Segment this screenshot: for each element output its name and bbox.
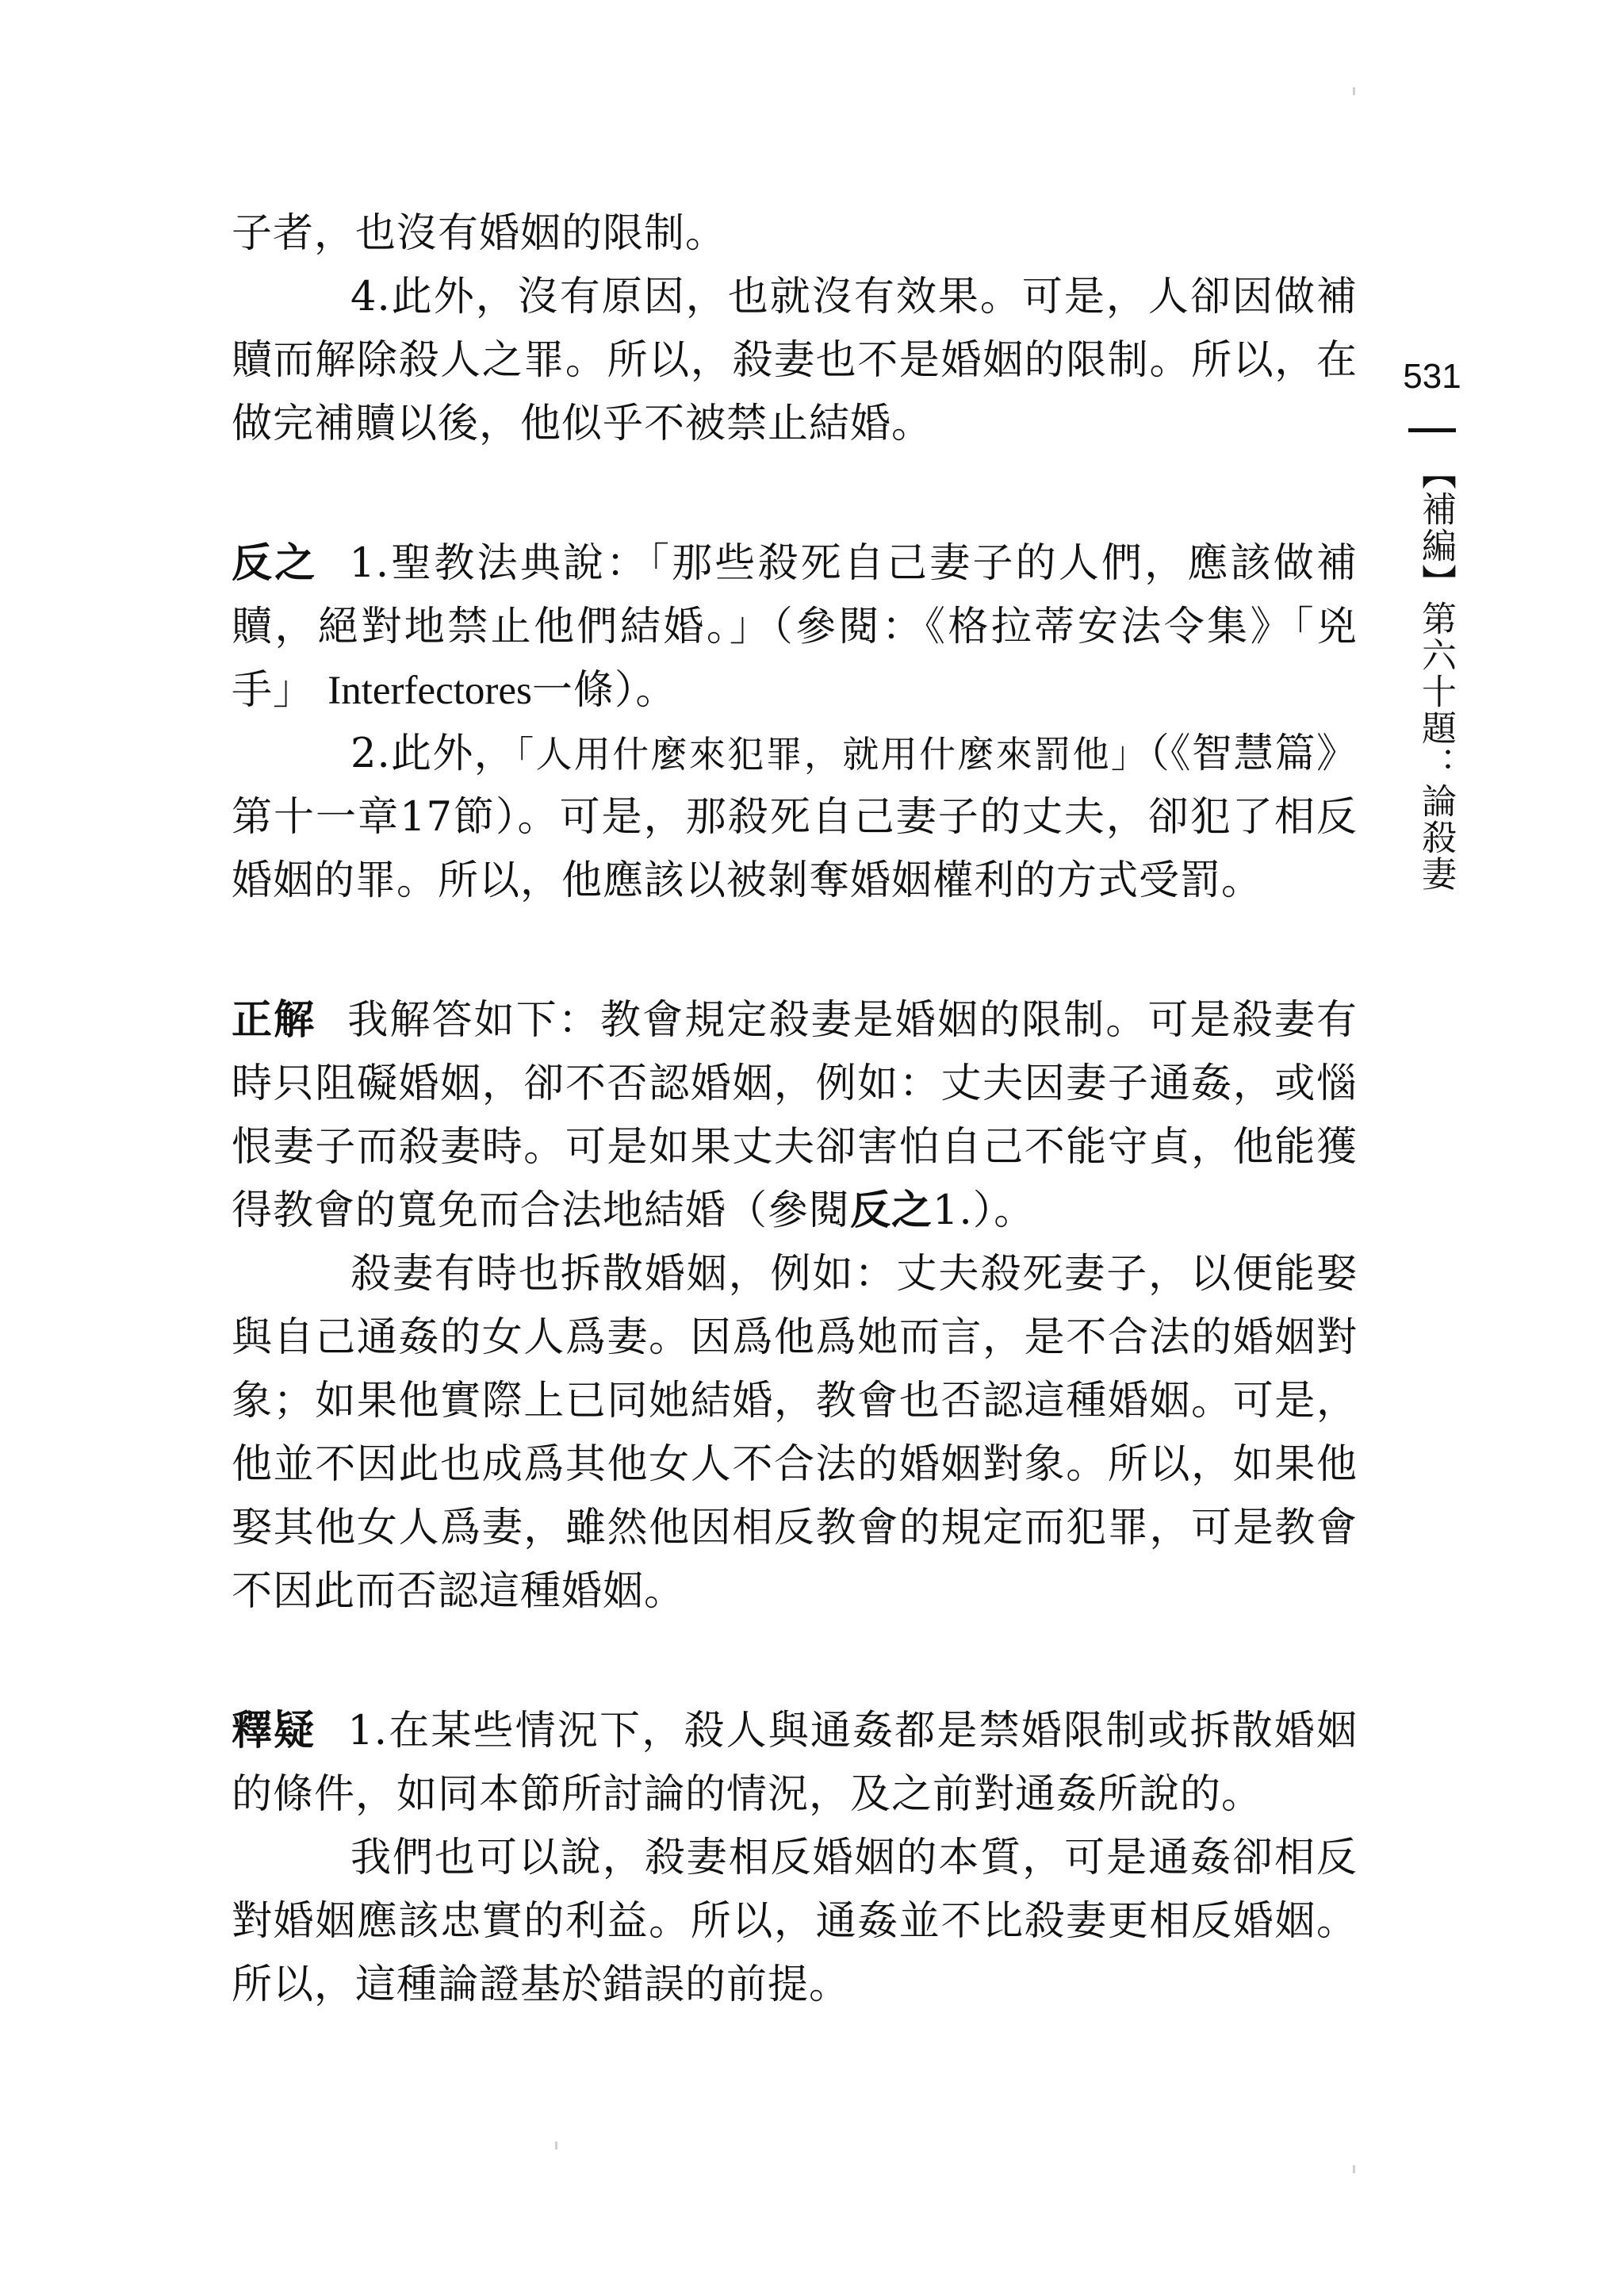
paragraph-text: （《智慧篇》第十一章17節）。可是，那殺死自己妻子的丈夫，卻犯了相反婚姻的罪。所以，他應該以被剝奪婚姻權利的方式受罰。	[232, 730, 1358, 904]
running-head: 【補編】第六十題：論殺妻	[1415, 454, 1456, 892]
side-margin	[1404, 357, 1459, 994]
paragraph-text: 我解答如下：教會規定殺妻是婚姻的限制。可是殺妻有時只阻礙婚姻，卻不否認婚姻，例如：丈夫因妻子通姦，或惱恨妻子而殺妻時。可是如果丈夫卻害怕自己不能守貞，他能獲得教會的寬免而合法地結婚（參閱	[232, 997, 1358, 1234]
section-gap	[232, 456, 1358, 532]
respondeo-paragraph-1	[232, 989, 1358, 1243]
paragraph-text: 殺妻有時也拆散婚姻，例如：丈夫殺死妻子，以便能娶與自己通姦的女人爲妻。因爲他爲她而言，是不合法的婚姻對象；如果他實際上已同她結婚，教會也否認這種婚姻。可是，他並不因此也成爲其他女人不合法的婚姻對象。所以，如果他娶其他女人爲妻，雖然他因相反教會的規定而犯罪，可是教會不因此而否認這種婚姻。	[232, 1251, 1358, 1615]
reply-paragraph-2	[232, 1827, 1358, 2017]
latin-term: Interfectores	[327, 669, 532, 713]
objection-4-paragraph	[232, 266, 1358, 456]
paragraph-text: 一條）。	[531, 667, 677, 714]
section-gap	[232, 913, 1358, 989]
paragraph-text: 2.此外，	[350, 730, 516, 777]
reply-paragraph-1	[232, 1700, 1358, 1827]
sed-contra-heading: 反之	[232, 540, 318, 587]
continued-paragraph	[232, 202, 1358, 266]
paragraph-text: 1.在某些情況下，殺人與通姦都是禁婚限制或拆散婚姻的條件，如同本節所討論的情況，及之前對通姦所說的。	[232, 1708, 1358, 1818]
page-number: 531	[1403, 357, 1461, 396]
cross-reference: 反之	[850, 1187, 933, 1234]
paragraph-text: 1.聖教法典說：「那些殺死自己妻子的人們，應該做補贖，絕對地禁止他們結婚。」（參閱：《格拉蒂安法令集》「兇手」	[232, 540, 1358, 714]
section-gap	[232, 1624, 1358, 1700]
respondeo-heading: 正解	[232, 997, 316, 1044]
respondeo-paragraph-2	[232, 1243, 1358, 1624]
main-text	[232, 202, 1358, 2017]
scan-speck	[1353, 2165, 1355, 2173]
margin-rule	[1408, 428, 1456, 432]
sed-contra-paragraph-2	[232, 723, 1358, 913]
paragraph-text: 子者，也沒有婚姻的限制。	[232, 210, 727, 257]
paragraph-text: 我們也可以說，殺妻相反婚姻的本質，可是通姦卻相反對婚姻應該忠實的利益。所以，通姦並不比殺妻更相反婚姻。所以，這種論證基於錯誤的前提。	[232, 1835, 1358, 2008]
paragraph-text: 4.此外，沒有原因，也就沒有效果。可是，人卻因做補贖而解除殺人之罪。所以，殺妻也不是婚姻的限制。所以，在做完補贖以後，他似乎不被禁止結婚。	[232, 274, 1358, 447]
sed-contra-paragraph-1	[232, 532, 1358, 723]
paragraph-text: 1.）。	[933, 1187, 1036, 1234]
scan-speck	[1353, 87, 1355, 95]
scan-speck	[555, 2142, 557, 2149]
scripture-quote: 「人用什麼來犯罪，就用什麼來罰他」	[515, 733, 1150, 776]
reply-heading: 釋疑	[232, 1708, 316, 1754]
